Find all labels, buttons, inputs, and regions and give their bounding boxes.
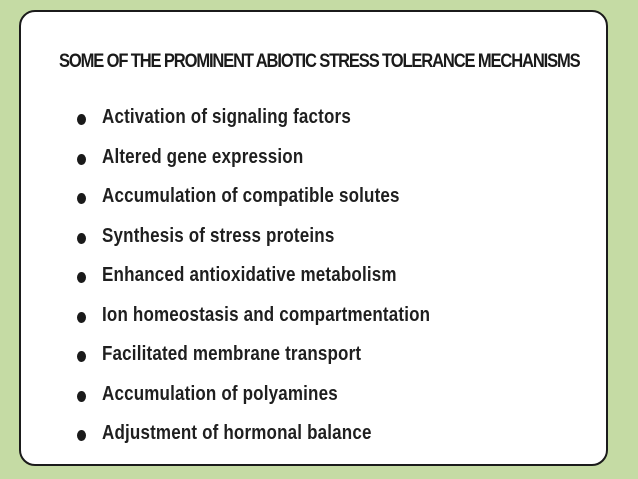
content-panel [19, 10, 608, 466]
list-item-text: Enhanced antioxidative metabolism [102, 264, 397, 286]
bullet-icon [77, 272, 86, 283]
list-item-text: Accumulation of compatible solutes [102, 185, 400, 207]
list-item-text: Altered gene expression [102, 145, 304, 168]
list-item-text: Activation of signaling factors [102, 106, 351, 128]
list-item-text: Synthesis of stress proteins [102, 224, 335, 247]
bullet-icon [77, 430, 86, 441]
bullet-icon [77, 193, 86, 204]
bullet-icon [77, 233, 86, 244]
bullet-icon [77, 312, 86, 323]
slide-title: SOME OF THE PROMINENT ABIOTIC STRESS TOLERANCE MECHANISMS [59, 51, 580, 72]
list-item-text: Adjustment of hormonal balance [102, 422, 372, 444]
bullet-icon [77, 351, 86, 362]
bullet-icon [77, 154, 86, 165]
bullet-icon [77, 114, 86, 125]
list-item-text: Accumulation of polyamines [102, 382, 338, 405]
bullet-icon [77, 391, 86, 402]
list-item-text: Facilitated membrane transport [102, 343, 362, 365]
list-item-text: Ion homeostasis and compartmentation [102, 303, 431, 326]
